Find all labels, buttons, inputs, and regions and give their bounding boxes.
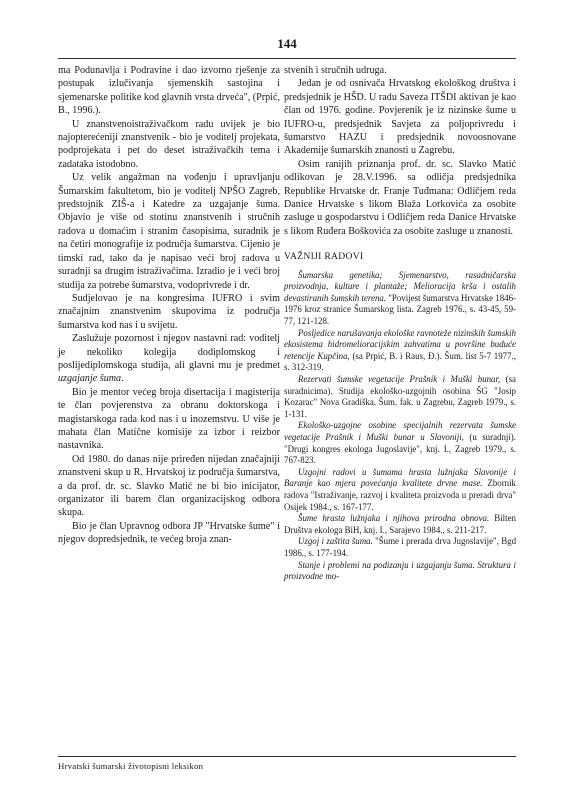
work-entry (284, 536, 516, 559)
paragraph: ma Podunavlja i Podravine i dao izvorno rješenje za postupak izlučivanja sjemenskih sastojina i sjemenarske politike kod glavnih vrsta drveća", (Prpić, B., 1996.). (58, 65, 280, 117)
work-details: "Šume i prerada drva Jugoslavije", Bgd 1986., s. 177-194. (284, 536, 517, 558)
work-details: (sa suradnicima). Studija ekološko-uzgojnih osobina ŠG "Josip Kozarac" Nova Gradiška. Šum. fak. u Zagrebu, Zagreb 1979., s. 1-131. (284, 374, 516, 419)
paragraph-text: Zaslužuje pozornost i njegov nastavni rad: voditelj je nekoliko kolegija dodiplomskog i poslijediplomskoga studija, ali glavni mu je predmet (58, 333, 280, 371)
footer: Hrvatski šumarski životopisni leksikon (58, 761, 204, 771)
paragraph: Od 1980. do danas nije priređen nijedan značajniji znanstveni skup u R. Hrvatskoj iz područja šumarstva, a da prof. dr. sc. Slavko Matić ne bi bio inicijator, organizator ili barem član organizacijskog odbora skupa. (58, 453, 280, 519)
work-details: (u suradnji). "Drugi kongres ekologa Jugoslavije", knj. I., Zagreb 1979., s. 767-823. (284, 432, 516, 466)
work-title: Rezervati šumske vegetacije Prašnik i Muški bunar, (298, 374, 501, 385)
paragraph-teaching: Zaslužuje pozornost i njegov nastavni rad: voditelj je nekoliko kolegija dodiplomskog i poslijediplomskoga studija, ali glavni mu je predmet uzgajanje šuma. (58, 333, 280, 385)
work-title: Ekološko-uzgojne osobine specijalnih rezervata šumske vegetacije Prašnik i Muški bunar u Slavoniji, (284, 420, 516, 442)
work-title: Šume hrasta lužnjaka i njihova prirodna obnova. (298, 513, 490, 524)
paragraph: Jedan je od osnivača Hrvatskog ekološkog društva i predsjednik je HŠD. U radu Saveza ITŠDI aktivan je kao član od 1976. godine. Povjerenik je iz nizinske šume u IUFRO-u, predsjednik Savjeta za poljoprivredu i šumarstvo HAZU i predsjednik novoosnovane Akademije šumarskih znanosti u Zagrebu. (284, 78, 516, 157)
paragraph: U znanstvenoistraživačkom radu uvijek je bio najopterećeniji znanstvenik - bio je voditelj projekata, podprojekata i pet do deset istraživačkih tema i zadataka istodobno. (58, 118, 280, 170)
section-heading: VAŽNIJI RADOVI (284, 251, 364, 263)
work-entry (284, 270, 516, 328)
work-entry (284, 560, 516, 583)
work-details: Zbornik radova "Istraživanje, razvoj i kvaliteta proizvoda u preradi drva" Osijek 1984., s. 167-177. (284, 478, 516, 512)
work-entry (284, 328, 516, 374)
page-number: 144 (277, 36, 297, 51)
paragraph: Sudjelovao je na kongresima IUFRO i svim značajnim znanstvenim skupovima iz područja šumarstva kod nas i u svijetu. (58, 292, 280, 331)
work-title: Stanje i problemi na podizanju i uzgajanju šuma. Struktura i proizvodne mo- (284, 559, 516, 582)
italic-subject: uzgajanje šuma (58, 373, 122, 385)
paragraph: Osim ranijih priznanja prof. dr. sc. Slavko Matić odlikovan je 28.V.1996. sa odličja predsjednika Republike Hrvatske dr. Franje Tuđmana: Odličjem reda Danice Hrvatske s likom Blaža Lorkovića za osobite zasluge u gospodarstvu i Odličjem reda Danice Hrvatske s likom Ruđera Boškovića za osobite zasluge u znanosti. (284, 158, 516, 237)
left-column (58, 64, 280, 547)
work-title: Šumarska genetika; Sjemenarstvo, rasadničarska proizvodnja, kulture i plantaže; Melioracija krša i ostalih devastiranih šumskih terena. (284, 269, 516, 303)
work-details: Bilten Društva ekologa BiH, knj. I., Sarajevo 1984., s. 211-217. (284, 513, 516, 535)
works-list (284, 270, 516, 583)
paragraph: Bio je član Upravnog odbora JP "Hrvatske šume" i njegov dopredsjednik, te većeg broja znan- (58, 520, 280, 546)
work-title: Uzgoj i zaštita šuma. (298, 536, 373, 547)
work-title: Posljedice narušavanja ekološke ravnoteže nizinskih šumskih ekosistema hidromelioracijskim zahvatima u površine buduće retencije Kupčina, (284, 327, 516, 361)
work-entry (284, 513, 516, 536)
paragraph: stvenih i stručnih udruga. (284, 65, 387, 76)
top-rule (58, 58, 516, 59)
paragraph: Bio je mentor većeg broja disertacija i magisterija te član povjerenstva za obranu doktorskoga i magistarskoga rada kod nas i u inozemstvu. U više je mahata član Matične komisije za izbor i reizbor nastavnika. (58, 386, 280, 452)
paragraph: Uz velik angažman na vođenju i upravljanju Šumarskim fakultetom, bio je voditelj NPŠO Zagreb, predstojnik ZIŠ-a i Katedre za uzgajanje šuma. Objavio je više od stotinu znanstvenih i stručnih radova u domaćim i stranim časopisima, suradnik je na četiri monografije iz područja šumarstva. Cijenio je timski rad, tako da je napisao veći broj radova u suradnji sa drugim istraživačima. Izradio je i veći broj studija za potrebe šumarstva, vodoprivrede i dr. (58, 172, 280, 291)
work-entry (284, 374, 516, 420)
bottom-rule (58, 756, 516, 757)
work-entry (284, 467, 516, 513)
work-title: Uzgojni radovi u šumama hrasta lužnjaka Slavonije i Baranje kao mjera povećanja kvalitete drvne mase. (284, 466, 516, 489)
work-details: (sa Prpić, B. i Raus, Đ.). Šum. list 5-7 1977., s. 312-319. (284, 350, 516, 373)
right-column (284, 64, 516, 583)
work-details: "Povijest šumarstva Hrvatske 1846-1976 kroz stranice Šumarskog lista. Zagreb 1976., s. 43-45, 59-77, 121-128. (284, 292, 517, 327)
work-entry (284, 420, 516, 466)
